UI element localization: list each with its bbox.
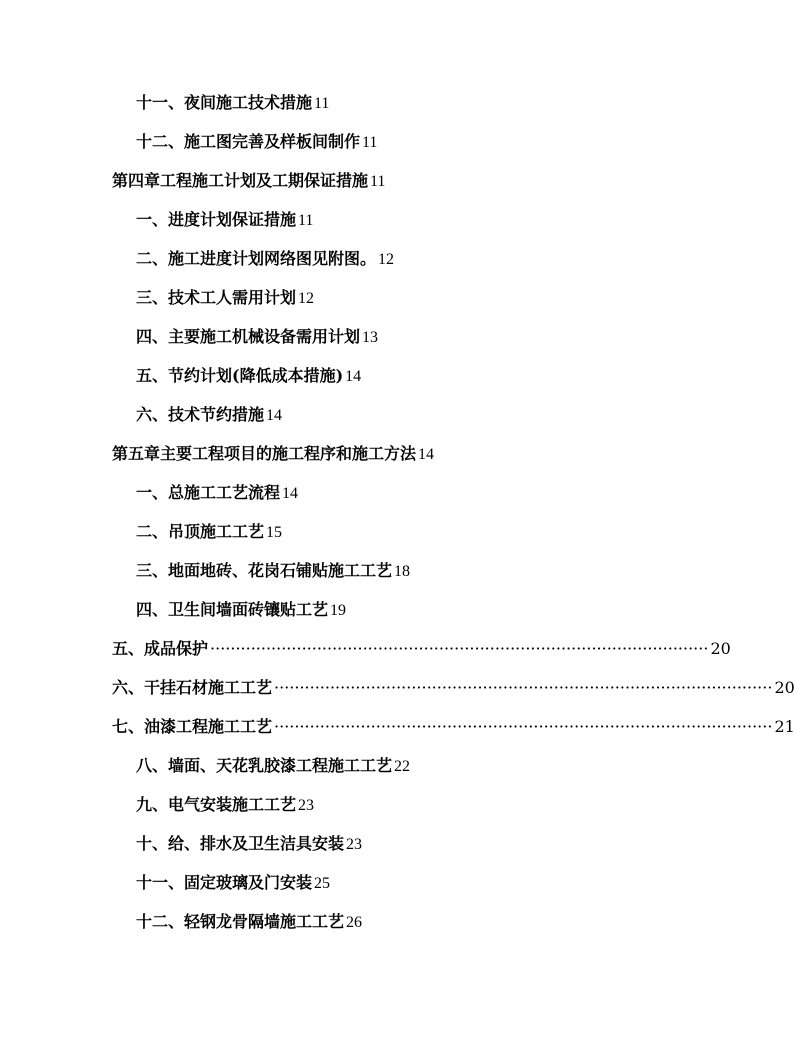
toc-entry-page: 21 [774, 717, 795, 736]
toc-entry-page: 15 [266, 524, 283, 541]
toc-entry-label: 五、节约计划(降低成本措施) [136, 366, 344, 385]
toc-entry-label: 六、干挂石材施工工艺 [112, 678, 273, 697]
toc-entry-label: 五、成品保护 [112, 639, 209, 658]
toc-entry-label: 三、地面地砖、花岗石铺贴施工工艺 [136, 561, 393, 580]
toc-chapter-label: 第五章主要工程项目的施工程序和施工方法 [112, 444, 417, 463]
toc-entry-dotted[interactable] [0, 637, 731, 676]
toc-entry-label: 十一、夜间施工技术措施 [136, 93, 313, 112]
dot-leader: ·································································································· [274, 678, 773, 697]
toc-entry-label: 八、墙面、天花乳胶漆工程施工工艺 [136, 756, 393, 775]
toc-entry-dotted[interactable] [0, 676, 795, 715]
toc-entry[interactable] [0, 91, 744, 130]
toc-entry-page: 14 [418, 446, 435, 463]
toc-entry[interactable] [0, 247, 744, 286]
toc-entry[interactable] [0, 364, 744, 403]
toc-entry-page: 18 [394, 563, 411, 580]
toc-entry-page: 12 [298, 290, 315, 307]
toc-entry[interactable] [0, 403, 744, 442]
toc-entry-page: 11 [362, 134, 378, 151]
toc-entry[interactable] [0, 559, 744, 598]
toc-entry[interactable] [0, 286, 744, 325]
toc-entry-page: 11 [314, 95, 330, 112]
toc-entry-label: 二、吊顶施工工艺 [136, 522, 265, 541]
toc-entry-page: 14 [282, 485, 299, 502]
toc-entry[interactable] [0, 481, 744, 520]
toc-entry-label: 四、主要施工机械设备需用计划 [136, 327, 361, 346]
table-of-contents [0, 91, 795, 949]
toc-entry[interactable] [0, 325, 744, 364]
toc-entry-label: 三、技术工人需用计划 [136, 288, 297, 307]
toc-entry-page: 13 [362, 329, 379, 346]
toc-entry-page: 14 [345, 368, 362, 385]
toc-entry[interactable] [0, 754, 744, 793]
toc-entry-label: 十、给、排水及卫生洁具安装 [136, 834, 345, 853]
toc-entry[interactable] [0, 208, 744, 247]
toc-entry-page: 11 [370, 173, 386, 190]
toc-chapter-label: 第四章工程施工计划及工期保证措施 [112, 171, 369, 190]
toc-entry[interactable] [0, 793, 744, 832]
toc-entry-page: 22 [394, 758, 411, 775]
toc-entry-page: 19 [330, 602, 347, 619]
toc-entry-page: 26 [346, 914, 363, 931]
toc-entry[interactable] [0, 130, 744, 169]
toc-entry-page: 23 [346, 836, 363, 853]
toc-entry-label: 六、技术节约措施 [136, 405, 265, 424]
toc-entry-label: 二、施工进度计划网络图见附图。 [136, 249, 377, 268]
toc-entry-page: 12 [378, 251, 395, 268]
toc-entry-label: 四、卫生间墙面砖镶贴工艺 [136, 600, 329, 619]
toc-entry[interactable] [0, 910, 744, 949]
toc-entry-label: 十二、施工图完善及样板间制作 [136, 132, 361, 151]
toc-entry-page: 25 [314, 875, 331, 892]
toc-entry-page: 23 [298, 797, 315, 814]
toc-entry-label: 十二、轻钢龙骨隔墙施工工艺 [136, 912, 345, 931]
toc-entry-page: 14 [266, 407, 283, 424]
dot-leader: ·································································································· [210, 639, 709, 658]
toc-entry-page: 20 [774, 678, 795, 697]
toc-entry-dotted[interactable] [0, 715, 795, 754]
toc-entry-page: 11 [298, 212, 314, 229]
toc-entry-label: 七、油漆工程施工工艺 [112, 717, 273, 736]
toc-entry[interactable] [0, 871, 744, 910]
toc-chapter[interactable] [0, 442, 744, 481]
toc-entry-label: 九、电气安装施工工艺 [136, 795, 297, 814]
dot-leader: ·································································································· [274, 717, 773, 736]
toc-entry[interactable] [0, 832, 744, 871]
toc-entry-page: 20 [710, 639, 731, 658]
toc-entry-label: 一、进度计划保证措施 [136, 210, 297, 229]
toc-entry-label: 十一、固定玻璃及门安装 [136, 873, 313, 892]
toc-entry[interactable] [0, 598, 744, 637]
toc-chapter[interactable] [0, 169, 744, 208]
toc-entry[interactable] [0, 520, 744, 559]
toc-entry-label: 一、总施工工艺流程 [136, 483, 281, 502]
